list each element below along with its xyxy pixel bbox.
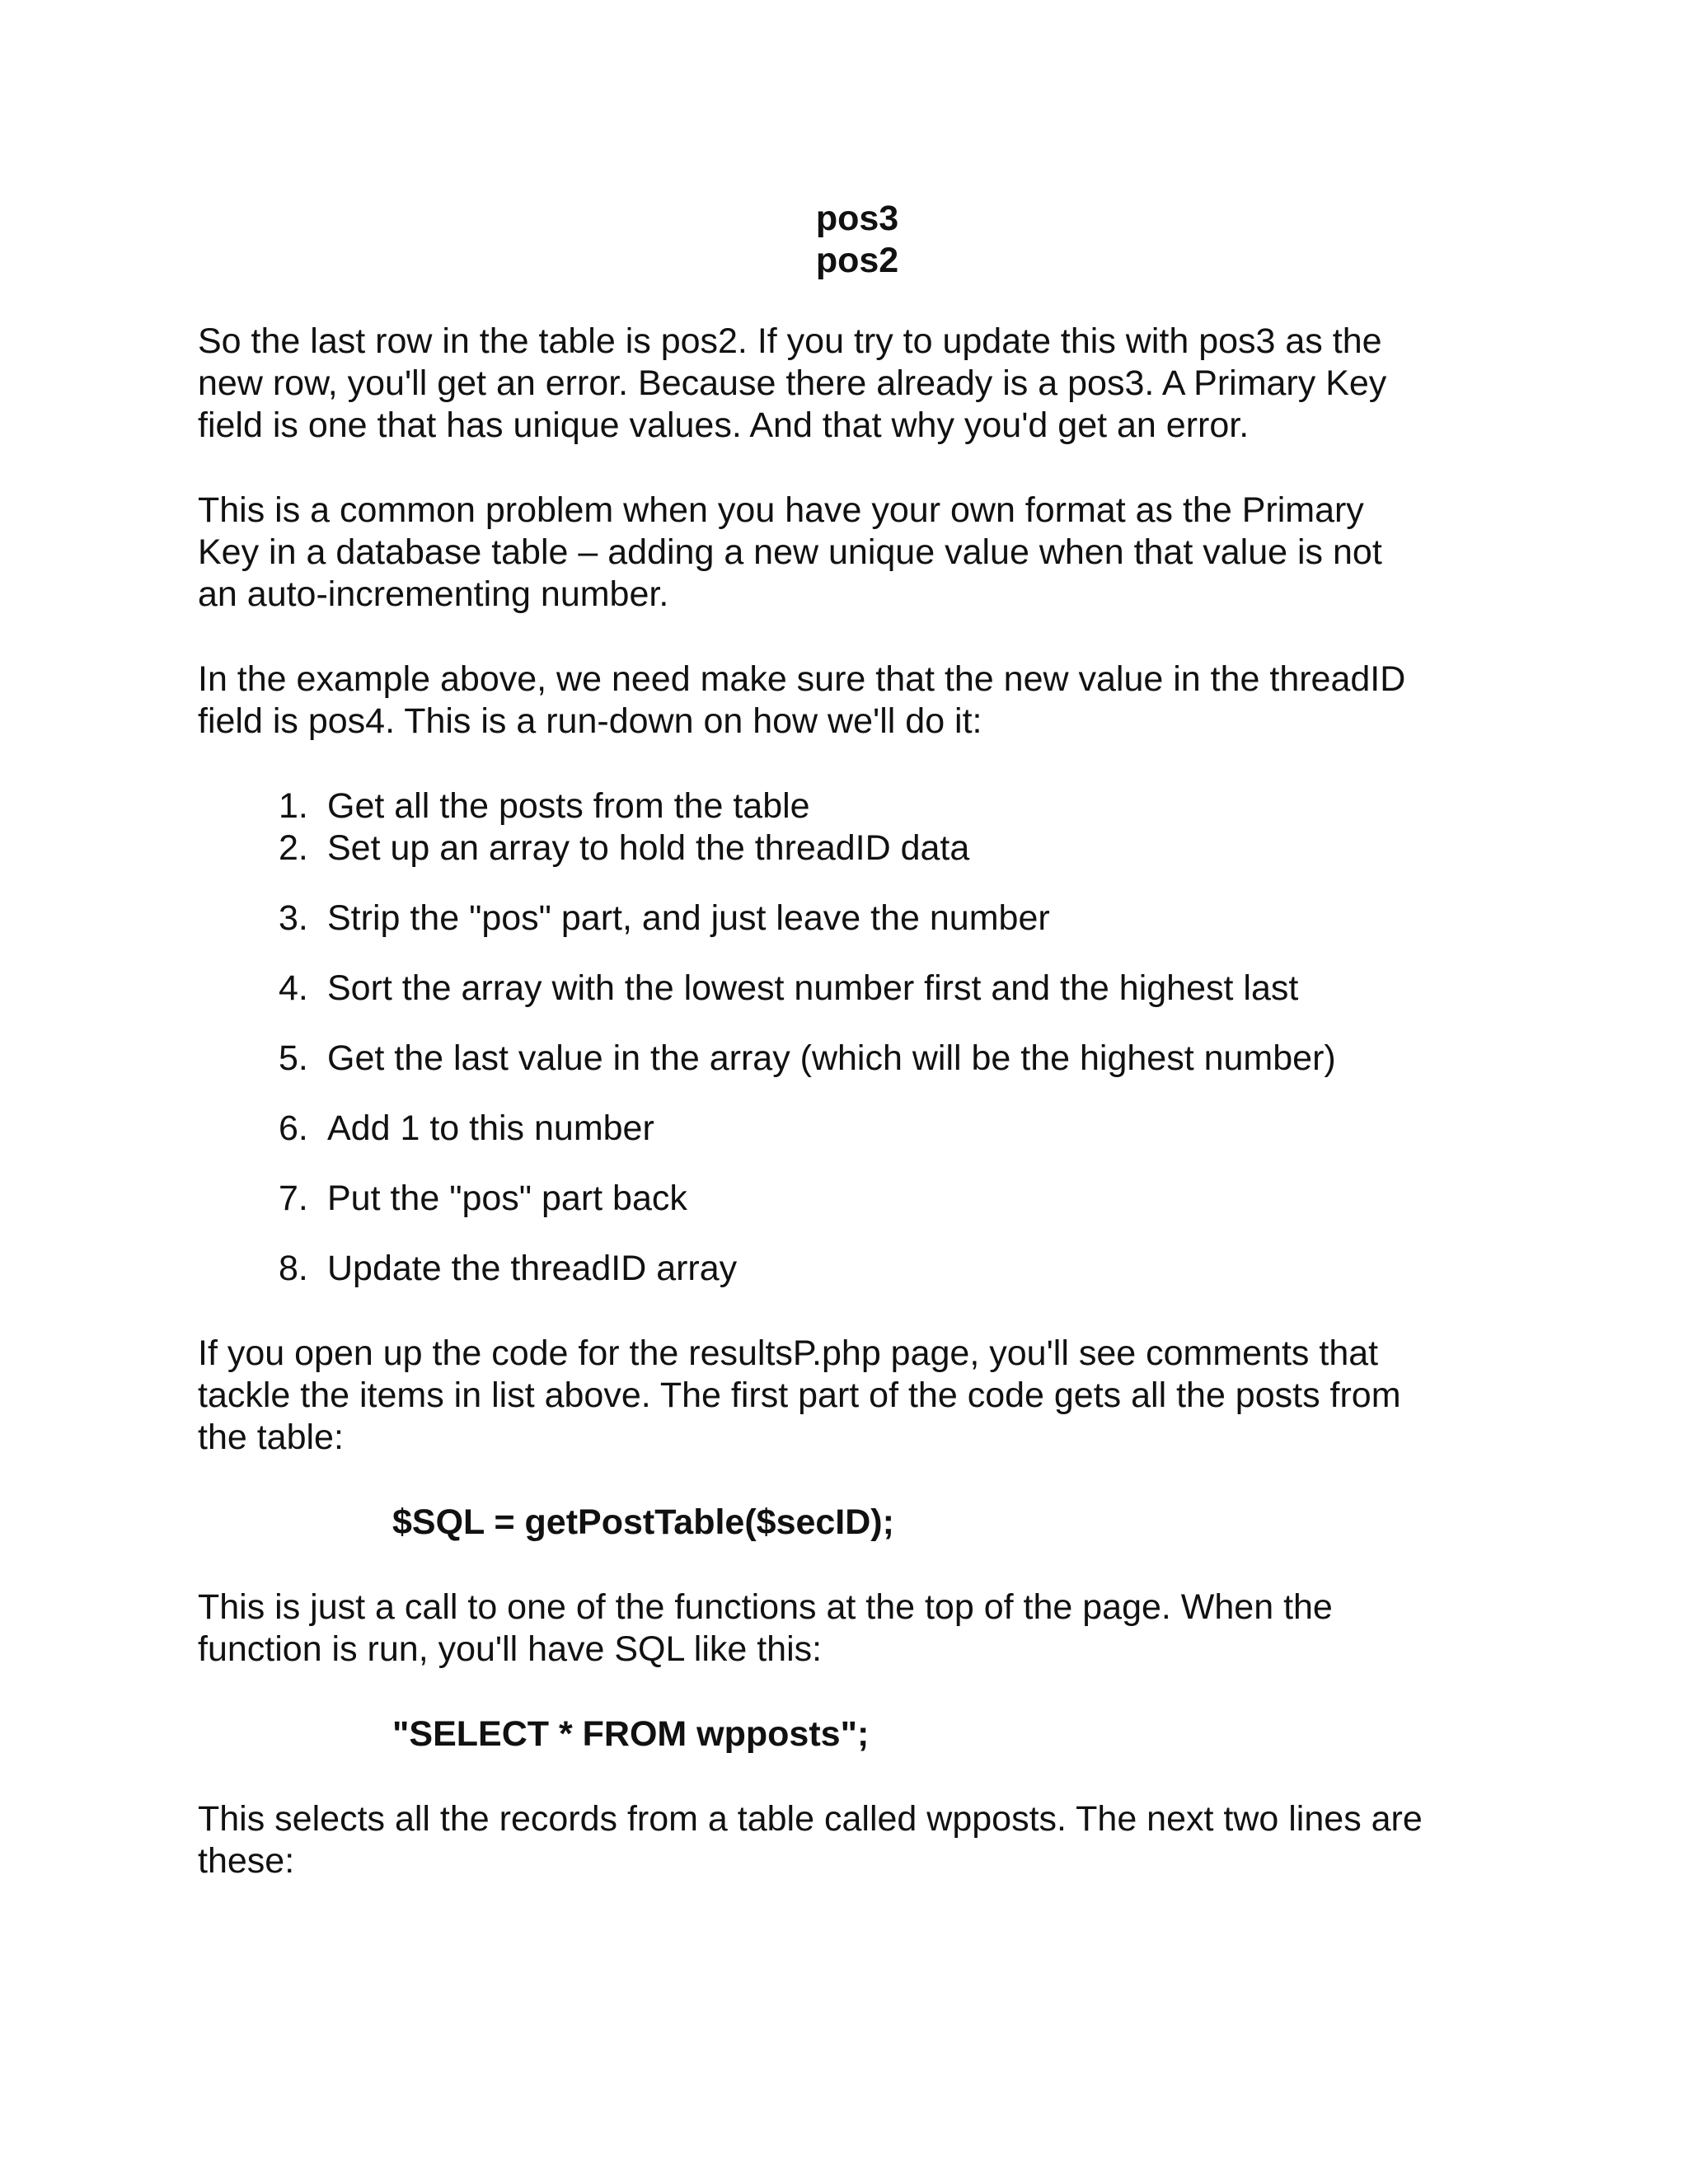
paragraph-line: field is pos4. This is a run-down on how we'll do it: (198, 701, 982, 741)
list-item-text: Update the threadID array (327, 1249, 738, 1288)
list-item-text: Get all the posts from the table (327, 786, 810, 826)
list-item-text: Sort the array with the lowest number first and the highest last (327, 968, 1299, 1008)
paragraph-line: function is run, you'll have SQL like this: (198, 1629, 823, 1669)
list-item-number: 8. (279, 1249, 308, 1288)
list-item-number: 4. (279, 968, 308, 1008)
heading-block (214, 198, 1500, 282)
list-item-number: 1. (279, 786, 308, 826)
paragraph-3 (198, 658, 1500, 743)
paragraph-line: This selects all the records from a table called wpposts. The next two lines are (198, 1799, 1423, 1839)
paragraph-2 (198, 490, 1500, 616)
document-page (198, 198, 1500, 1882)
paragraph-line: field is one that has unique values. And that why you'd get an error. (198, 405, 1250, 445)
list-item-text: Set up an array to hold the threadID data (327, 828, 970, 868)
list-item (198, 1108, 1500, 1150)
paragraph-5 (198, 1586, 1500, 1671)
code-line-2: "SELECT * FROM wpposts"; (392, 1714, 870, 1754)
list-item (198, 1178, 1500, 1220)
paragraph-line: these: (198, 1841, 295, 1881)
code-line-1: $SQL = getPostTable($secID); (392, 1502, 894, 1542)
paragraph-line: an auto-incrementing number. (198, 574, 669, 614)
paragraph-line: Key in a database table – adding a new unique value when that value is not (198, 532, 1382, 572)
list-item-number: 5. (279, 1038, 308, 1078)
list-item (198, 968, 1500, 1010)
paragraph-line: the table: (198, 1418, 344, 1457)
paragraph-line: new row, you'll get an error. Because there already is a pos3. A Primary Key (198, 363, 1387, 403)
list-item (198, 1038, 1500, 1080)
paragraph-1 (198, 321, 1500, 447)
paragraph-line: tackle the items in list above. The first part of the code gets all the posts from (198, 1376, 1401, 1415)
list-item (198, 898, 1500, 940)
steps-list (198, 785, 1500, 1290)
list-item-number: 6. (279, 1108, 308, 1148)
paragraph-line: In the example above, we need make sure that the new value in the threadID (198, 659, 1406, 699)
paragraph-line: This is just a call to one of the functions at the top of the page. When the (198, 1587, 1333, 1627)
paragraph-line: If you open up the code for the resultsP.php page, you'll see comments that (198, 1333, 1379, 1373)
list-item-number: 7. (279, 1179, 308, 1218)
list-item-number: 2. (279, 828, 308, 868)
paragraph-line: This is a common problem when you have your own format as the Primary (198, 490, 1364, 530)
heading-line-2: pos2 (815, 241, 899, 280)
list-item-text: Strip the "pos" part, and just leave the number (327, 898, 1050, 938)
list-item-number: 3. (279, 898, 308, 938)
paragraph-6 (198, 1798, 1500, 1882)
list-item-text: Put the "pos" part back (327, 1179, 687, 1218)
paragraph-4 (198, 1333, 1500, 1459)
list-item (198, 1248, 1500, 1290)
list-item (198, 827, 1500, 869)
heading-line-1: pos3 (815, 199, 899, 238)
list-item-text: Add 1 to this number (327, 1108, 654, 1148)
list-item (198, 785, 1500, 827)
paragraph-line: So the last row in the table is pos2. If you try to update this with pos3 as the (198, 321, 1382, 361)
list-item-text: Get the last value in the array (which will be the highest number) (327, 1038, 1336, 1078)
